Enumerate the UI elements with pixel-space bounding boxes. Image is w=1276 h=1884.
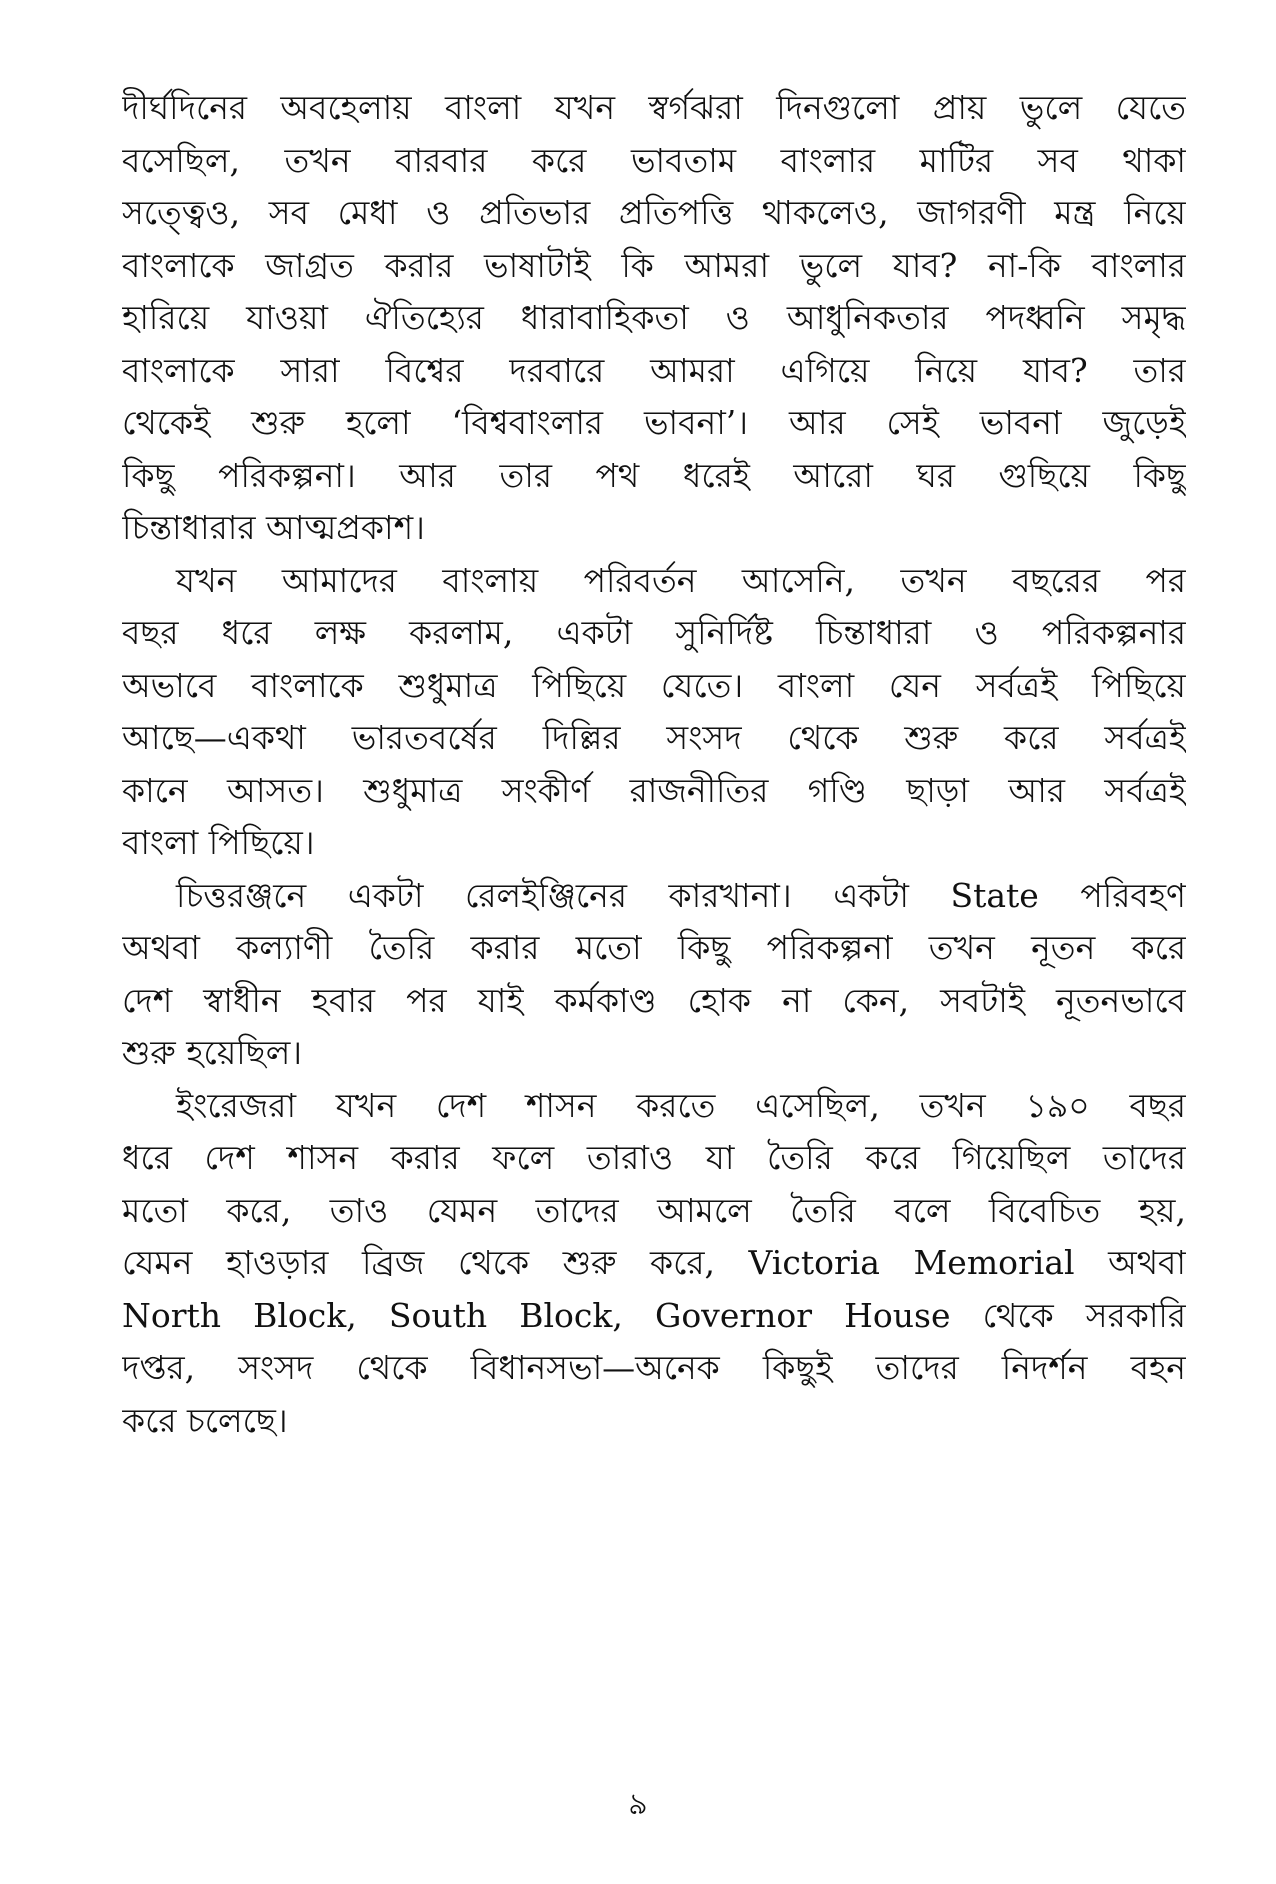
- text-line: আছে—একথা ভারতবর্ষের দিল্লির সংসদ থেকে শুরু করে সর্বত্রই: [122, 718, 1186, 757]
- text-line: দীর্ঘদিনের অবহেলায় বাংলা যখন স্বর্গঝরা দিনগুলো প্রায় ভুলে যেতে: [122, 88, 1186, 127]
- text-line: বাংলাকে সারা বিশ্বের দরবারে আমরা এগিয়ে নিয়ে যাব? তার: [122, 350, 1186, 390]
- text-line: অথবা কল্যাণী তৈরি করার মতো কিছু পরিকল্পনা তখন নূতন করে: [122, 928, 1186, 967]
- paragraph: [122, 555, 1186, 870]
- text-line: অভাবে বাংলাকে শুধুমাত্র পিছিয়ে যেতে। বাংলা যেন সর্বত্রই পিছিয়ে: [122, 665, 1186, 705]
- text-line: যখন আমাদের বাংলায় পরিবর্তন আসেনি, তখন বছরের পর: [176, 560, 1186, 600]
- text-line: করে চলেছে।: [122, 1400, 288, 1440]
- text-line: থেকেই শুরু হলো ‘বিশ্ববাংলার ভাবনা’। আর সেই ভাবনা জুড়েই: [122, 403, 1186, 442]
- paragraph: [122, 1080, 1186, 1448]
- text-line: বসেছিল, তখন বারবার করে ভাবতাম বাংলার মাটির সব থাকা: [122, 140, 1186, 180]
- text-line: চিন্তাধারার আত্মপ্রকাশ।: [122, 508, 425, 547]
- paragraph: [122, 870, 1186, 1080]
- text-line: দেশ স্বাধীন হবার পর যাই কর্মকাণ্ড হোক না কেন, সবটাই নূতনভাবে: [122, 980, 1186, 1020]
- text-line: ইংরেজরা যখন দেশ শাসন করতে এসেছিল, তখন ১৯০ বছর: [176, 1085, 1186, 1125]
- paragraph: [122, 82, 1186, 555]
- page-number: ৯: [628, 1787, 648, 1822]
- text-line: দপ্তর, সংসদ থেকে বিধানসভা—অনেক কিছুই তাদের নিদর্শন বহন: [122, 1348, 1186, 1387]
- text-line: বাংলাকে জাগ্রত করার ভাষাটাই কি আমরা ভুলে যাব? না-কি বাংলার: [122, 245, 1186, 285]
- text-line: মতো করে, তাও যেমন তাদের আমলে তৈরি বলে বিবেচিত হয়,: [122, 1190, 1186, 1230]
- text-line: ধরে দেশ শাসন করার ফলে তারাও যা তৈরি করে গিয়েছিল তাদের: [122, 1138, 1186, 1177]
- text-line: বাংলা পিছিয়ে।: [122, 823, 315, 862]
- text-line: হারিয়ে যাওয়া ঐতিহ্যের ধারাবাহিকতা ও আধুনিকতার পদধ্বনি সমৃদ্ধ: [122, 298, 1186, 337]
- body-text: [122, 82, 1186, 1447]
- text-line: বছর ধরে লক্ষ করলাম, একটা সুনির্দিষ্ট চিন্তাধারা ও পরিকল্পনার: [122, 613, 1186, 652]
- text-line: শুরু হয়েছিল।: [122, 1033, 303, 1072]
- text-line: North Block, South Block, Governor House থেকে সরকারি: [122, 1295, 1186, 1335]
- text-line: যেমন হাওড়ার ব্রিজ থেকে শুরু করে, Victoria Memorial অথবা: [122, 1243, 1186, 1282]
- text-line: কানে আসত। শুধুমাত্র সংকীর্ণ রাজনীতির গণ্ডি ছাড়া আর সর্বত্রই: [122, 770, 1186, 810]
- text-line: সত্ত্বেও, সব মেধা ও প্রতিভার প্রতিপত্তি থাকলেও, জাগরণী মন্ত্র নিয়ে: [122, 193, 1186, 232]
- text-line: চিত্তরঞ্জনে একটা রেলইঞ্জিনের কারখানা। একটা State পরিবহণ: [176, 875, 1186, 915]
- text-line: কিছু পরিকল্পনা। আর তার পথ ধরেই আরো ঘর গুছিয়ে কিছু: [122, 455, 1186, 495]
